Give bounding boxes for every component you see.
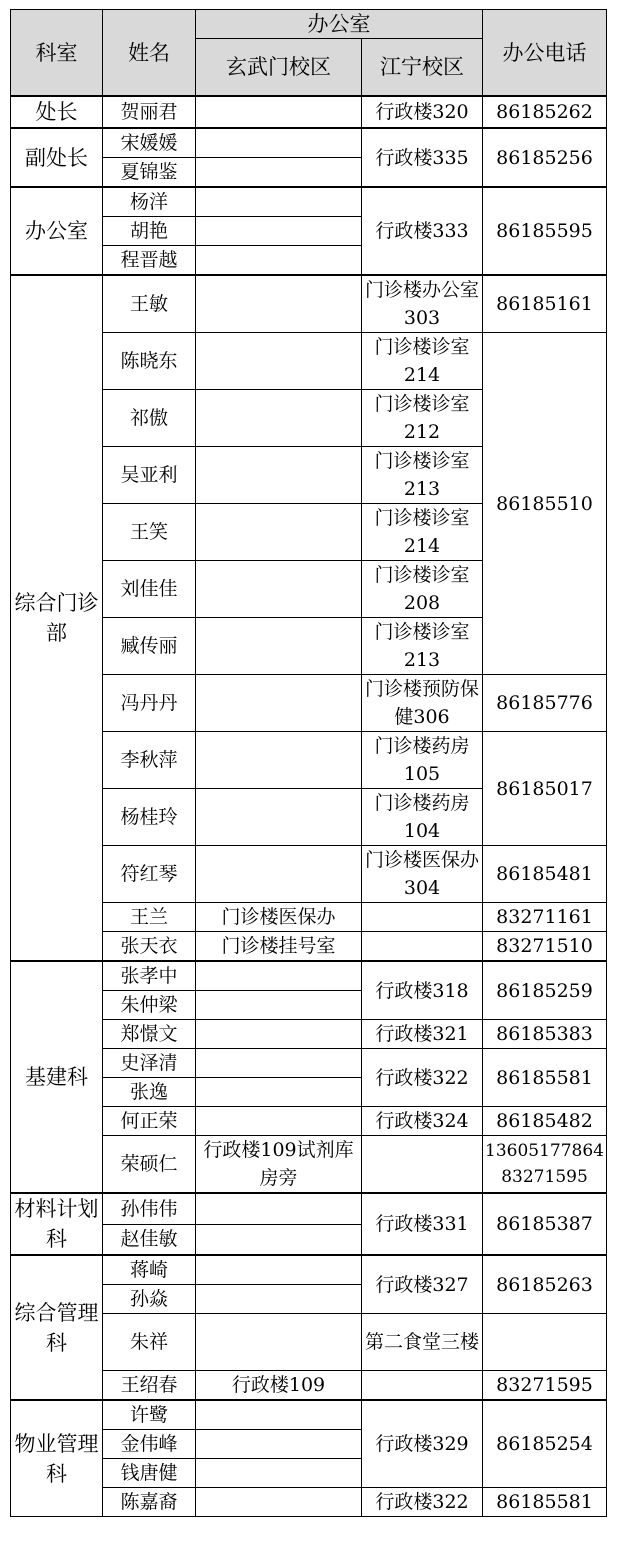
dept-cell: 物业管理科 bbox=[11, 1400, 103, 1517]
table-row bbox=[11, 96, 607, 128]
jiangning-cell bbox=[362, 1136, 483, 1194]
header-jiangning: 江宁校区 bbox=[362, 39, 483, 97]
xuanwu-cell bbox=[196, 1224, 362, 1255]
table-row bbox=[11, 1255, 607, 1285]
jiangning-cell: 门诊楼药房104 bbox=[362, 789, 483, 846]
phone-cell: 83271161 bbox=[483, 903, 607, 932]
phone-cell: 13605177864 83271595 bbox=[483, 1136, 607, 1194]
jiangning-cell bbox=[362, 903, 483, 932]
xuanwu-cell bbox=[196, 1193, 362, 1224]
dept-cell: 基建科 bbox=[11, 961, 103, 1193]
jiangning-cell: 行政楼320 bbox=[362, 96, 483, 128]
name-cell: 王笑 bbox=[103, 504, 196, 561]
xuanwu-cell bbox=[196, 675, 362, 732]
xuanwu-cell bbox=[196, 1020, 362, 1049]
phone-cell: 86185017 bbox=[483, 732, 607, 846]
name-cell: 史泽清 bbox=[103, 1049, 196, 1078]
xuanwu-cell bbox=[196, 1078, 362, 1107]
jiangning-cell: 行政楼327 bbox=[362, 1255, 483, 1314]
header-phone: 办公电话 bbox=[483, 10, 607, 97]
xuanwu-cell bbox=[196, 1255, 362, 1285]
name-cell: 郑憬文 bbox=[103, 1020, 196, 1049]
jiangning-cell: 门诊楼诊室208 bbox=[362, 561, 483, 618]
table-row bbox=[11, 275, 607, 333]
name-cell: 张孝中 bbox=[103, 961, 196, 991]
name-cell: 祁傲 bbox=[103, 390, 196, 447]
jiangning-cell: 行政楼318 bbox=[362, 961, 483, 1020]
xuanwu-cell bbox=[196, 275, 362, 333]
xuanwu-cell bbox=[196, 961, 362, 991]
name-cell: 胡艳 bbox=[103, 217, 196, 246]
dept-cell: 副处长 bbox=[11, 128, 103, 187]
jiangning-cell: 行政楼324 bbox=[362, 1107, 483, 1136]
phone-cell: 86185595 bbox=[483, 187, 607, 275]
name-cell: 刘佳佳 bbox=[103, 561, 196, 618]
name-cell: 陈晓东 bbox=[103, 333, 196, 390]
name-cell: 蒋崎 bbox=[103, 1255, 196, 1285]
xuanwu-cell: 门诊楼医保办 bbox=[196, 903, 362, 932]
name-cell: 宋媛媛 bbox=[103, 128, 196, 158]
header-name: 姓名 bbox=[103, 10, 196, 97]
xuanwu-cell bbox=[196, 158, 362, 188]
name-cell: 赵佳敏 bbox=[103, 1224, 196, 1255]
xuanwu-cell bbox=[196, 991, 362, 1020]
name-cell: 陈嘉裔 bbox=[103, 1488, 196, 1517]
xuanwu-cell bbox=[196, 217, 362, 246]
xuanwu-cell: 行政楼109 bbox=[196, 1371, 362, 1401]
xuanwu-cell bbox=[196, 246, 362, 276]
name-cell: 朱祥 bbox=[103, 1314, 196, 1371]
xuanwu-cell bbox=[196, 128, 362, 158]
jiangning-cell: 门诊楼诊室213 bbox=[362, 447, 483, 504]
jiangning-cell: 行政楼335 bbox=[362, 128, 483, 187]
jiangning-cell: 门诊楼医保办304 bbox=[362, 846, 483, 903]
jiangning-cell bbox=[362, 932, 483, 962]
jiangning-cell: 门诊楼诊室213 bbox=[362, 618, 483, 675]
xuanwu-cell: 行政楼109试剂库房旁 bbox=[196, 1136, 362, 1194]
jiangning-cell: 门诊楼诊室214 bbox=[362, 333, 483, 390]
phone-cell: 86185254 bbox=[483, 1400, 607, 1488]
name-cell: 李秋萍 bbox=[103, 732, 196, 789]
phone-cell: 86185263 bbox=[483, 1255, 607, 1314]
jiangning-cell: 门诊楼诊室212 bbox=[362, 390, 483, 447]
phone-cell: 86185510 bbox=[483, 333, 607, 675]
name-cell: 吴亚利 bbox=[103, 447, 196, 504]
xuanwu-cell bbox=[196, 1430, 362, 1459]
xuanwu-cell bbox=[196, 96, 362, 128]
table-row bbox=[11, 1193, 607, 1224]
xuanwu-cell bbox=[196, 618, 362, 675]
jiangning-cell: 行政楼329 bbox=[362, 1400, 483, 1488]
dept-cell: 办公室 bbox=[11, 187, 103, 275]
name-cell: 程晋越 bbox=[103, 246, 196, 276]
jiangning-cell: 门诊楼药房105 bbox=[362, 732, 483, 789]
xuanwu-cell bbox=[196, 447, 362, 504]
name-cell: 贺丽君 bbox=[103, 96, 196, 128]
name-cell: 钱唐健 bbox=[103, 1459, 196, 1488]
jiangning-cell: 门诊楼预防保健306 bbox=[362, 675, 483, 732]
dept-cell: 处长 bbox=[11, 96, 103, 128]
xuanwu-cell bbox=[196, 1107, 362, 1136]
jiangning-cell: 行政楼322 bbox=[362, 1488, 483, 1517]
jiangning-cell: 门诊楼办公室303 bbox=[362, 275, 483, 333]
xuanwu-cell bbox=[196, 1488, 362, 1517]
header-office: 办公室 bbox=[196, 10, 483, 39]
header-dept: 科室 bbox=[11, 10, 103, 97]
phone-cell: 86185259 bbox=[483, 961, 607, 1020]
phone-cell: 86185581 bbox=[483, 1488, 607, 1517]
xuanwu-cell bbox=[196, 846, 362, 903]
name-cell: 符红琴 bbox=[103, 846, 196, 903]
name-cell: 王敏 bbox=[103, 275, 196, 333]
name-cell: 臧传丽 bbox=[103, 618, 196, 675]
table-row bbox=[11, 1400, 607, 1430]
xuanwu-cell bbox=[196, 187, 362, 217]
phone-cell: 86185387 bbox=[483, 1193, 607, 1255]
phone-cell: 86185776 bbox=[483, 675, 607, 732]
xuanwu-cell bbox=[196, 333, 362, 390]
phone-cell bbox=[483, 1314, 607, 1371]
jiangning-cell: 行政楼321 bbox=[362, 1020, 483, 1049]
jiangning-cell: 行政楼331 bbox=[362, 1193, 483, 1255]
xuanwu-cell bbox=[196, 1285, 362, 1314]
xuanwu-cell bbox=[196, 732, 362, 789]
xuanwu-cell bbox=[196, 561, 362, 618]
name-cell: 荣硕仁 bbox=[103, 1136, 196, 1194]
jiangning-cell: 行政楼322 bbox=[362, 1049, 483, 1107]
xuanwu-cell bbox=[196, 1049, 362, 1078]
xuanwu-cell: 门诊楼挂号室 bbox=[196, 932, 362, 962]
table-row bbox=[11, 961, 607, 991]
name-cell: 孙伟伟 bbox=[103, 1193, 196, 1224]
xuanwu-cell bbox=[196, 1459, 362, 1488]
jiangning-cell: 第二食堂三楼 bbox=[362, 1314, 483, 1371]
xuanwu-cell bbox=[196, 1400, 362, 1430]
jiangning-cell bbox=[362, 1371, 483, 1401]
name-cell: 孙焱 bbox=[103, 1285, 196, 1314]
phone-cell: 86185581 bbox=[483, 1049, 607, 1107]
phone-cell: 86185262 bbox=[483, 96, 607, 128]
dept-cell: 综合门诊部 bbox=[11, 275, 103, 961]
phone-cell: 86185383 bbox=[483, 1020, 607, 1049]
name-cell: 何正荣 bbox=[103, 1107, 196, 1136]
name-cell: 张天衣 bbox=[103, 932, 196, 962]
name-cell: 许鹭 bbox=[103, 1400, 196, 1430]
name-cell: 王兰 bbox=[103, 903, 196, 932]
header-xuanwu: 玄武门校区 bbox=[196, 39, 362, 97]
name-cell: 张逸 bbox=[103, 1078, 196, 1107]
name-cell: 王绍春 bbox=[103, 1371, 196, 1401]
xuanwu-cell bbox=[196, 390, 362, 447]
jiangning-cell: 行政楼333 bbox=[362, 187, 483, 275]
phone-cell: 83271595 bbox=[483, 1371, 607, 1401]
dept-cell: 综合管理科 bbox=[11, 1255, 103, 1400]
phone-cell: 83271510 bbox=[483, 932, 607, 962]
dept-cell: 材料计划科 bbox=[11, 1193, 103, 1255]
name-cell: 朱仲梁 bbox=[103, 991, 196, 1020]
xuanwu-cell bbox=[196, 1314, 362, 1371]
xuanwu-cell bbox=[196, 789, 362, 846]
phone-cell: 86185482 bbox=[483, 1107, 607, 1136]
name-cell: 冯丹丹 bbox=[103, 675, 196, 732]
name-cell: 杨洋 bbox=[103, 187, 196, 217]
table-row bbox=[11, 187, 607, 217]
xuanwu-cell bbox=[196, 504, 362, 561]
name-cell: 金伟峰 bbox=[103, 1430, 196, 1459]
phone-cell: 86185481 bbox=[483, 846, 607, 903]
jiangning-cell: 门诊楼诊室214 bbox=[362, 504, 483, 561]
phone-cell: 86185256 bbox=[483, 128, 607, 187]
table-row bbox=[11, 128, 607, 158]
contact-table bbox=[10, 9, 607, 1517]
phone-cell: 86185161 bbox=[483, 275, 607, 333]
name-cell: 杨桂玲 bbox=[103, 789, 196, 846]
name-cell: 夏锦鉴 bbox=[103, 158, 196, 188]
